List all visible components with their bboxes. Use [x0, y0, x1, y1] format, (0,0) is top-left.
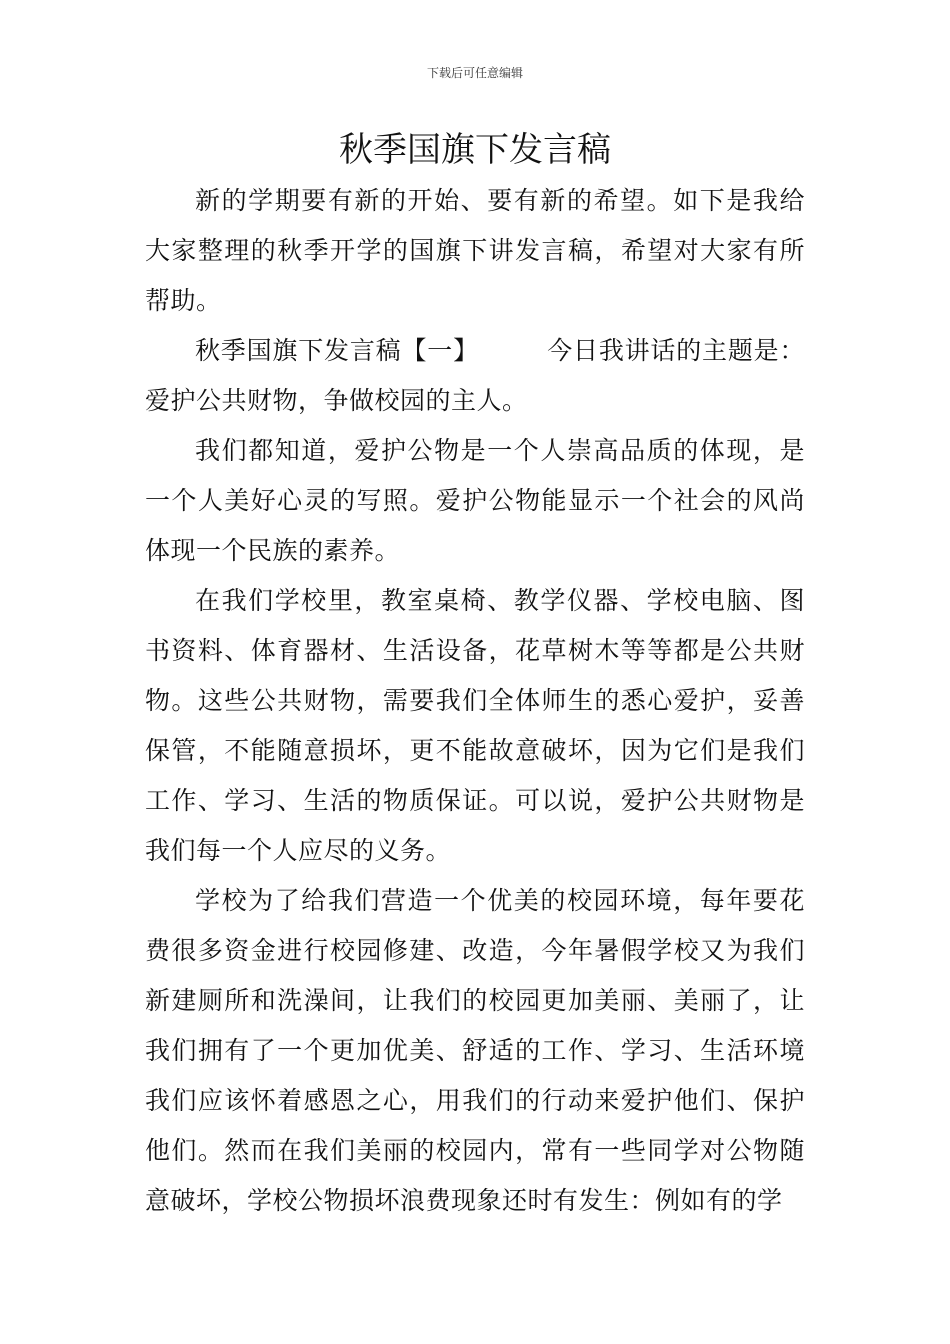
- paragraph-school-assets: 在我们学校里，教室桌椅、教学仪器、学校电脑、图书资料、体育器材、生活设备，花草树木等等都是公共财物。这些公共财物，需要我们全体师生的悉心爱护，妥善保管，不能随意损坏，更不能故意破坏，因为它们是我们工作、学习、生活的物质保证。可以说，爱护公共财物是我们每一个人应尽的义务。: [145, 586, 805, 865]
- section-topic: 今日我讲话的主题是：爱护公共财物，争做校园的主人。: [145, 336, 805, 415]
- paragraph-school-environment: 学校为了给我们营造一个优美的校园环境，每年要花费很多资金进行校园修建、改造，今年暑假学校又为我们新建厕所和洗澡间，让我们的校园更加美丽、美丽了，让我们拥有了一个更加优美、舒适的工作、学习、生活环境我们应该怀着感恩之心，用我们的行动来爱护他们、保护他们。然而在我们美丽的校园内，常有一些同学对公物随意破坏，学校公物损坏浪费现象还时有发生：例如有的学: [145, 886, 805, 1215]
- document-title: 秋季国旗下发言稿: [339, 130, 611, 170]
- section-heading: 秋季国旗下发言稿【一】: [195, 336, 479, 365]
- paragraph-public-property: 我们都知道，爱护公物是一个人崇高品质的体现，是一个人美好心灵的写照。爱护公物能显示一个社会的风尚体现一个民族的素养。: [145, 436, 805, 565]
- paragraph-intro: 新的学期要有新的开始、要有新的希望。如下是我给大家整理的秋季开学的国旗下讲发言稿，希望对大家有所帮助。: [145, 186, 805, 315]
- document-body: [145, 176, 805, 1226]
- header-note: 下载后可任意编辑: [426, 66, 523, 80]
- paragraph-section-one: [145, 326, 805, 426]
